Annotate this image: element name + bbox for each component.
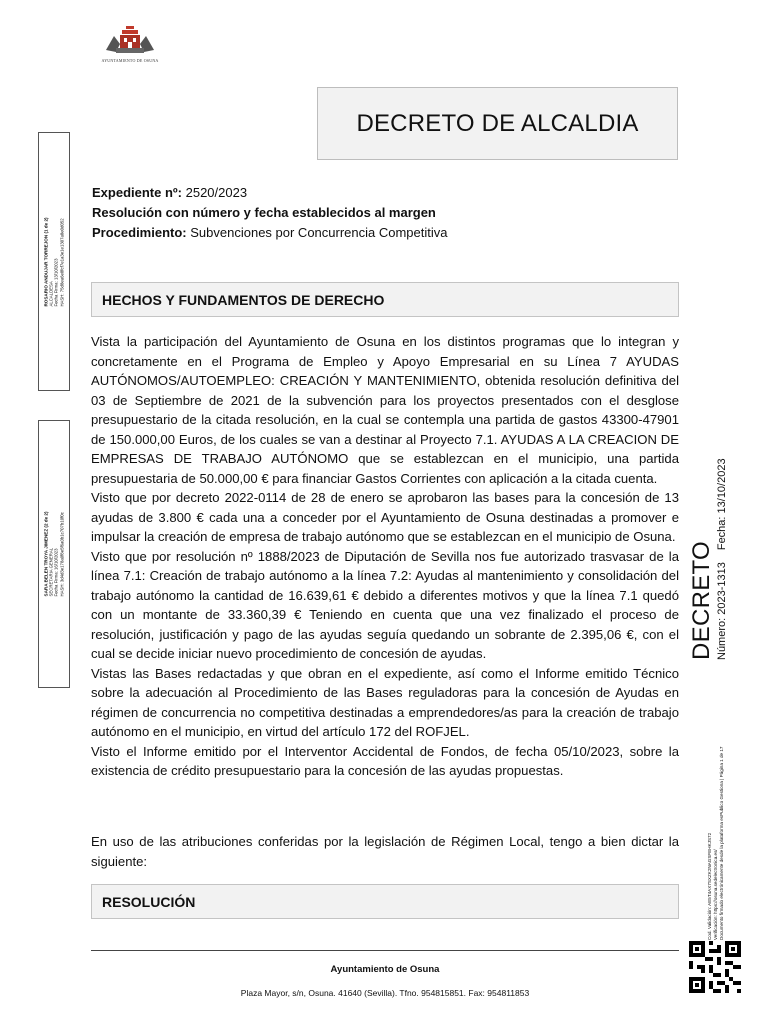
paragraph: Visto que por decreto 2022-0114 de 28 de enero se aprobaron las bases para la concesión de 13 ayudas de 3.800 € cada una a conceder por el Ayuntamiento de Osuna destinadas a promover e impulsar la creación de empresa de trabajo autónomo que se establezcan en el municipio de Osuna.: [91, 490, 679, 544]
municipal-logo: [92, 24, 168, 66]
expediente-line: [92, 183, 448, 203]
decreto-label: DECRETO: [688, 540, 715, 660]
signature-date: Fecha Firma: 13/10/2023: [54, 258, 59, 307]
procedimiento-value: Subvenciones por Concurrencia Competitiva: [190, 225, 448, 240]
decreto-number: Número: 2023-1313: [716, 562, 728, 660]
validation-code: Cod. Validación: AE5T4AX7SXZK2NAGSFEHKJS72: [707, 832, 712, 940]
paragraph: Vista la participación del Ayuntamiento de Osuna en los distintos programas que lo integran y concretamente en el Programa de Empleo y Apoyo Empresarial en su Línea 7 AYUDAS AUTÓNOMOS/AUTOEMPLEO: CREACIÓN Y MANTENIMIENTO, obtenida resolución definitiva del 03 de Septiembre de 2021 de la subvención para los proyectos presentados con el desglose presupuestario de la citada resolución, en la cual se contempla una partida de gastos 43300-47901 de 150.000,00 Euros, de los cuales se van a destinar al Proyecto 7.1. AYUDAS A LA CREACION DE EMPRESAS DE TRABAJO AUTÓNOMO que se establezcan en el municipio, una partida presupuestaria de 50.000,00 € para financiar Gastos Corrientes con aplicación a la citada cuenta.: [91, 334, 679, 486]
procedimiento-line: [92, 223, 448, 243]
closing-paragraph: En uso de las atribuciones conferidas por la legislación de Régimen Local, tengo a bien dictar la siguiente:: [91, 834, 679, 869]
paragraph: Vistas las Bases redactadas y que obran en el expediente, así como el Informe emitido Técnico sobre la adecuación al Procedimiento de las Bases reguladoras para la concesión de Ayudas en régimen de concurrencia no competitiva destinadas a emprendedores/as para la creación de trabajo autónomo en el municipio, en virtud del artículo 172 del ROFJEL.: [91, 665, 679, 739]
resolucion-line: [92, 203, 448, 223]
signature-box-1: [38, 132, 70, 391]
resolucion-label: Resolución con número y fecha establecidos al margen: [92, 205, 436, 220]
document-meta: [92, 183, 448, 243]
document-title: DECRETO DE ALCALDIA: [356, 109, 639, 137]
signer-name: ROSARIO ANDUJAR TORREJON (1 de 2): [43, 216, 49, 307]
signature-box-2: [38, 420, 70, 688]
signature-date: Fecha Firma: 16/10/2023: [54, 548, 59, 597]
decreto-date: Fecha: 13/10/2023: [716, 458, 728, 551]
footer-organization: Ayuntamiento de Osuna: [330, 964, 440, 975]
coat-of-arms-icon: [102, 24, 158, 58]
qr-code-icon: [689, 941, 741, 993]
logo-caption: AYUNTAMIENTO DE OSUNA: [101, 58, 159, 63]
signer-role: SECRETARIA GENERAL: [48, 547, 54, 597]
footer-divider: [91, 950, 679, 951]
footer-address: Plaza Mayor, s/n, Osuna. 41640 (Sevilla). Tfno. 954815851. Fax: 954811853: [240, 988, 530, 998]
paragraph: Visto el Informe emitido por el Interventor Accidental de Fondos, de fecha 05/10/2023, sobre la existencia de crédito presupuestario para la concesión de las ayudas propuestas.: [91, 743, 679, 778]
signature-hash: HASH: 75d8ea6e8fcf7e1a3e1e1307a8e0d052: [59, 217, 65, 307]
body-paragraphs: [91, 332, 679, 781]
validation-url: Verificación: https://osuna.sedelectronica.es/: [713, 849, 718, 940]
document-title-box: [317, 87, 678, 160]
signer-name: SARA BELEN TROYA JIMENEZ (2 de 2): [43, 511, 49, 597]
validation-signed: Documento firmado electrónicamente desde la plataforma esPublico Gestiona | Página 1 de 17: [719, 746, 724, 940]
signature-hash: HASH: 3d4d3e178a0f8e5f6a0b1c707b10f0c: [59, 512, 65, 597]
procedimiento-label: Procedimiento:: [92, 225, 187, 240]
expediente-label: Expediente nº:: [92, 185, 182, 200]
closing-paragraph-block: [91, 832, 679, 871]
expediente-value: 2520/2023: [185, 185, 248, 200]
section-heading-hechos: HECHOS Y FUNDAMENTOS DE DERECHO: [91, 282, 679, 317]
signer-role: ALCALDESA: [48, 280, 54, 307]
signature-text-1: [44, 217, 65, 306]
paragraph: Visto que por resolución nº 1888/2023 de Diputación de Sevilla nos fue autorizado trasvasar de la línea 7.1: Creación de trabajo autónomo a la línea 7.2: Ayudas al mantenimiento y consolidación del trabajo autónomo la cantidad de 16.639,61 € debido a diferentes motivos y que la línea 7.1 quedó con un montante de 33.360,39 € Teniendo en cuenta que una vez finalizado el proceso de resolución, justificación y pago de las ayudas seguía quedando un sobrante de 2.395,06 €, con el cual se decide iniciar nuevo procedimiento de concesión de ayudas.: [91, 548, 679, 661]
signature-text-2: [44, 512, 65, 597]
section-heading-resolucion: RESOLUCIÓN: [91, 884, 679, 919]
decreto-number-date: [715, 446, 729, 660]
